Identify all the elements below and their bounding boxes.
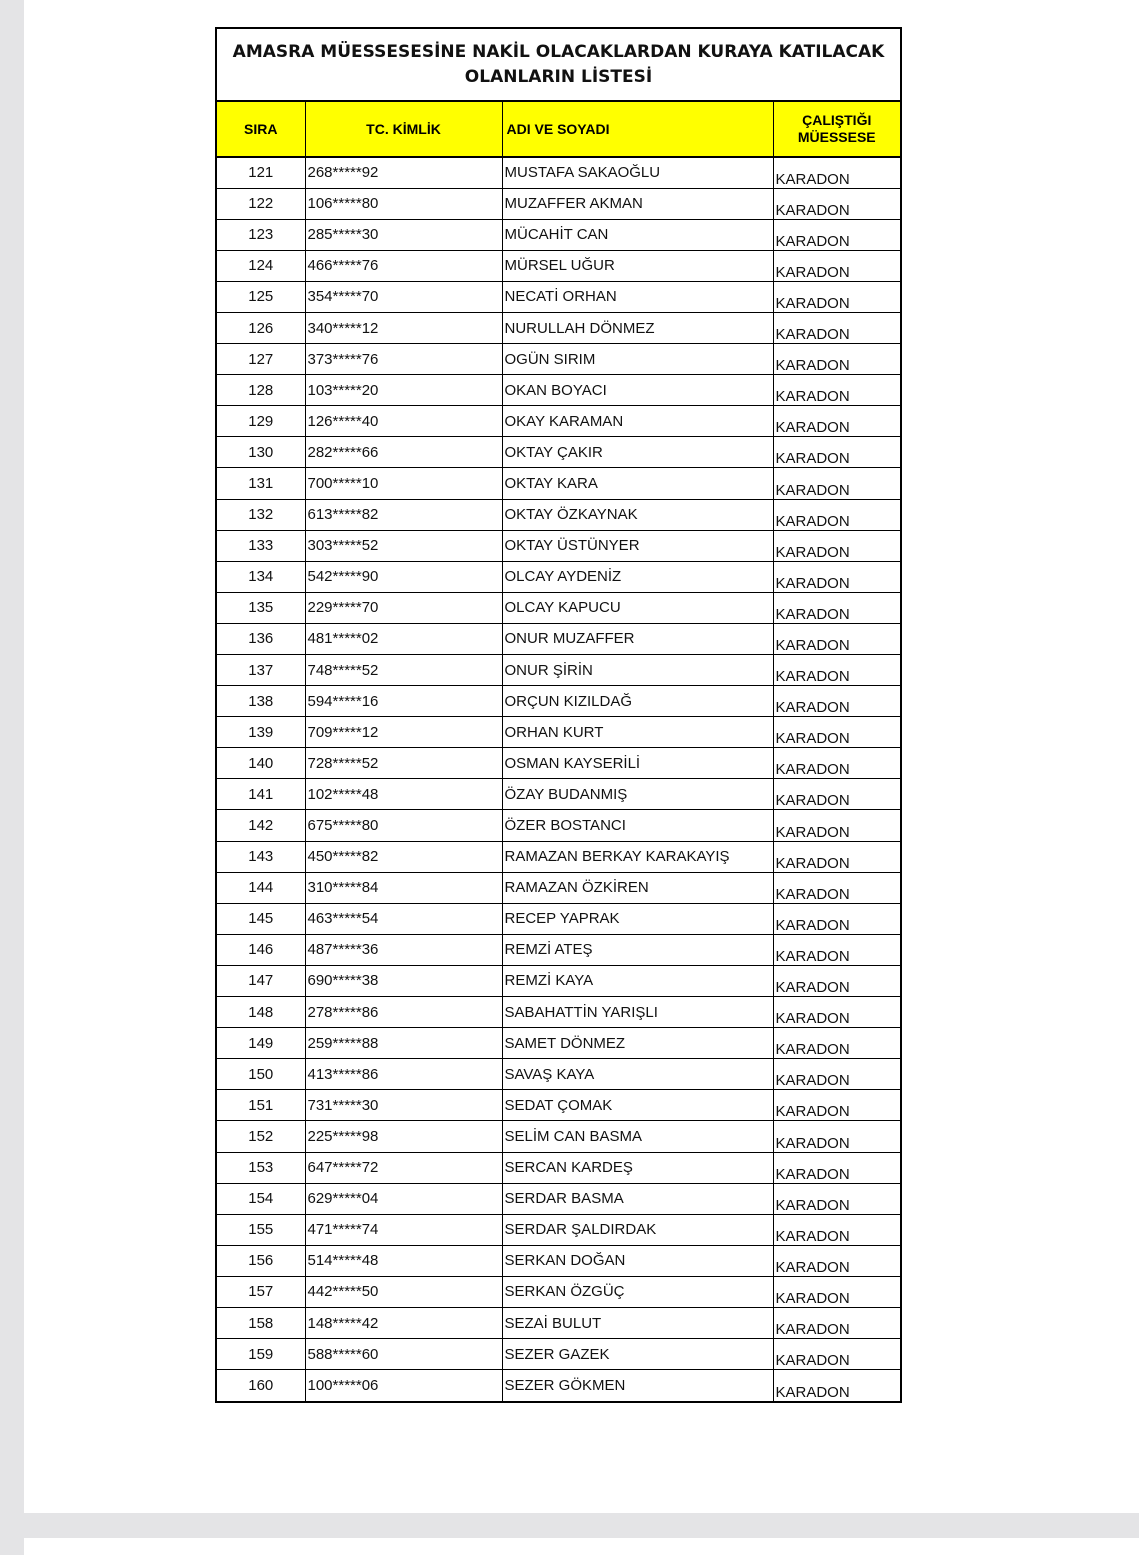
row-name: OKTAY ÇAKIR <box>502 437 773 468</box>
table-row <box>217 1339 900 1370</box>
table-row <box>217 810 900 841</box>
row-name: SELİM CAN BASMA <box>502 1121 773 1152</box>
row-muessese: KARADON <box>773 841 900 872</box>
table-row <box>217 655 900 686</box>
row-sira: 132 <box>217 499 305 530</box>
table-row <box>217 965 900 996</box>
row-muessese: KARADON <box>773 934 900 965</box>
row-name: SEZER GÖKMEN <box>502 1370 773 1401</box>
row-sira: 137 <box>217 655 305 686</box>
row-sira: 121 <box>217 157 305 188</box>
row-name: OKAY KARAMAN <box>502 406 773 437</box>
row-name: ONUR ŞİRİN <box>502 655 773 686</box>
row-tc: 148*****42 <box>305 1307 502 1338</box>
row-muessese: KARADON <box>773 810 900 841</box>
header-name: ADI VE SOYADI <box>502 102 773 157</box>
title-line-1: AMASRA MÜESSESESİNE NAKİL OLACAKLARDAN KURAYA KATILACAK <box>232 41 885 62</box>
row-muessese: KARADON <box>773 1307 900 1338</box>
row-sira: 136 <box>217 623 305 654</box>
table-row <box>217 344 900 375</box>
row-name: OGÜN SIRIM <box>502 344 773 375</box>
row-sira: 154 <box>217 1183 305 1214</box>
row-tc: 354*****70 <box>305 281 502 312</box>
row-name: SERKAN ÖZGÜÇ <box>502 1276 773 1307</box>
row-name: ÖZAY BUDANMIŞ <box>502 779 773 810</box>
row-name: SERDAR BASMA <box>502 1183 773 1214</box>
row-name: RAMAZAN ÖZKİREN <box>502 872 773 903</box>
row-muessese: KARADON <box>773 592 900 623</box>
table-row <box>217 219 900 250</box>
row-name: SERDAR ŞALDIRDAK <box>502 1214 773 1245</box>
row-name: ORÇUN KIZILDAĞ <box>502 686 773 717</box>
row-tc: 466*****76 <box>305 250 502 281</box>
row-sira: 140 <box>217 748 305 779</box>
row-sira: 122 <box>217 188 305 219</box>
table-row <box>217 686 900 717</box>
row-tc: 310*****84 <box>305 872 502 903</box>
row-muessese: KARADON <box>773 1059 900 1090</box>
row-muessese: KARADON <box>773 250 900 281</box>
row-tc: 225*****98 <box>305 1121 502 1152</box>
row-muessese: KARADON <box>773 1090 900 1121</box>
table-row <box>217 437 900 468</box>
row-tc: 340*****12 <box>305 312 502 343</box>
row-sira: 147 <box>217 965 305 996</box>
row-tc: 471*****74 <box>305 1214 502 1245</box>
row-tc: 229*****70 <box>305 592 502 623</box>
row-name: OSMAN KAYSERİLİ <box>502 748 773 779</box>
row-sira: 142 <box>217 810 305 841</box>
row-muessese: KARADON <box>773 1276 900 1307</box>
row-name: SEZAİ BULUT <box>502 1307 773 1338</box>
row-tc: 487*****36 <box>305 934 502 965</box>
table-row <box>217 623 900 654</box>
table-header-row <box>217 102 900 157</box>
row-sira: 155 <box>217 1214 305 1245</box>
table-row <box>217 250 900 281</box>
table-row <box>217 1028 900 1059</box>
row-tc: 481*****02 <box>305 623 502 654</box>
table-row <box>217 717 900 748</box>
row-sira: 145 <box>217 903 305 934</box>
row-tc: 690*****38 <box>305 965 502 996</box>
table-row <box>217 997 900 1028</box>
header-sira: SIRA <box>217 102 305 157</box>
row-muessese: KARADON <box>773 468 900 499</box>
row-muessese: KARADON <box>773 872 900 903</box>
candidate-table <box>217 102 900 1401</box>
table-row <box>217 1090 900 1121</box>
row-name: SAVAŞ KAYA <box>502 1059 773 1090</box>
row-muessese: KARADON <box>773 375 900 406</box>
row-sira: 126 <box>217 312 305 343</box>
row-sira: 152 <box>217 1121 305 1152</box>
table-row <box>217 1059 900 1090</box>
table-row <box>217 1370 900 1401</box>
row-muessese: KARADON <box>773 157 900 188</box>
row-muessese: KARADON <box>773 219 900 250</box>
table-row <box>217 406 900 437</box>
row-tc: 259*****88 <box>305 1028 502 1059</box>
row-muessese: KARADON <box>773 748 900 779</box>
row-tc: 514*****48 <box>305 1245 502 1276</box>
row-muessese: KARADON <box>773 965 900 996</box>
row-muessese: KARADON <box>773 1121 900 1152</box>
row-tc: 675*****80 <box>305 810 502 841</box>
document-title <box>217 29 900 102</box>
row-muessese: KARADON <box>773 1245 900 1276</box>
row-tc: 126*****40 <box>305 406 502 437</box>
row-name: NECATİ ORHAN <box>502 281 773 312</box>
row-sira: 131 <box>217 468 305 499</box>
row-tc: 728*****52 <box>305 748 502 779</box>
row-name: SERKAN DOĞAN <box>502 1245 773 1276</box>
row-name: OLCAY AYDENİZ <box>502 561 773 592</box>
table-row <box>217 1121 900 1152</box>
row-name: OKTAY ÜSTÜNYER <box>502 530 773 561</box>
table-row <box>217 281 900 312</box>
row-sira: 123 <box>217 219 305 250</box>
header-tc: TC. KİMLİK <box>305 102 502 157</box>
row-muessese: KARADON <box>773 686 900 717</box>
table-row <box>217 1276 900 1307</box>
row-sira: 125 <box>217 281 305 312</box>
next-page <box>24 1538 1139 1555</box>
row-muessese: KARADON <box>773 406 900 437</box>
table-row <box>217 468 900 499</box>
row-sira: 146 <box>217 934 305 965</box>
row-sira: 160 <box>217 1370 305 1401</box>
row-muessese: KARADON <box>773 499 900 530</box>
row-sira: 156 <box>217 1245 305 1276</box>
row-sira: 148 <box>217 997 305 1028</box>
row-tc: 102*****48 <box>305 779 502 810</box>
table-row <box>217 530 900 561</box>
row-tc: 542*****90 <box>305 561 502 592</box>
row-sira: 138 <box>217 686 305 717</box>
row-name: OKAN BOYACI <box>502 375 773 406</box>
row-sira: 153 <box>217 1152 305 1183</box>
row-muessese: KARADON <box>773 312 900 343</box>
row-muessese: KARADON <box>773 344 900 375</box>
row-name: MÜCAHİT CAN <box>502 219 773 250</box>
row-name: SEDAT ÇOMAK <box>502 1090 773 1121</box>
table-row <box>217 872 900 903</box>
row-name: ÖZER BOSTANCI <box>502 810 773 841</box>
row-tc: 700*****10 <box>305 468 502 499</box>
row-tc: 748*****52 <box>305 655 502 686</box>
row-name: OLCAY KAPUCU <box>502 592 773 623</box>
row-sira: 157 <box>217 1276 305 1307</box>
row-tc: 282*****66 <box>305 437 502 468</box>
document-page <box>24 0 1139 1513</box>
list-sheet <box>215 27 902 1403</box>
row-tc: 594*****16 <box>305 686 502 717</box>
row-sira: 130 <box>217 437 305 468</box>
row-sira: 129 <box>217 406 305 437</box>
title-line-2: OLANLARIN LİSTESİ <box>464 66 653 87</box>
row-tc: 268*****92 <box>305 157 502 188</box>
row-tc: 647*****72 <box>305 1152 502 1183</box>
table-row <box>217 312 900 343</box>
row-name: OKTAY KARA <box>502 468 773 499</box>
row-name: MÜRSEL UĞUR <box>502 250 773 281</box>
row-tc: 373*****76 <box>305 344 502 375</box>
row-muessese: KARADON <box>773 281 900 312</box>
row-muessese: KARADON <box>773 717 900 748</box>
row-muessese: KARADON <box>773 530 900 561</box>
row-sira: 133 <box>217 530 305 561</box>
row-sira: 124 <box>217 250 305 281</box>
row-name: NURULLAH DÖNMEZ <box>502 312 773 343</box>
row-name: ONUR MUZAFFER <box>502 623 773 654</box>
row-sira: 135 <box>217 592 305 623</box>
row-muessese: KARADON <box>773 623 900 654</box>
row-name: REMZİ ATEŞ <box>502 934 773 965</box>
row-name: MUZAFFER AKMAN <box>502 188 773 219</box>
header-muessese-line-1: ÇALIŞTIĞI <box>802 112 872 128</box>
table-body <box>217 157 900 1401</box>
row-muessese: KARADON <box>773 655 900 686</box>
row-tc: 629*****04 <box>305 1183 502 1214</box>
row-sira: 143 <box>217 841 305 872</box>
row-sira: 139 <box>217 717 305 748</box>
row-muessese: KARADON <box>773 1339 900 1370</box>
row-tc: 278*****86 <box>305 997 502 1028</box>
row-tc: 100*****06 <box>305 1370 502 1401</box>
row-sira: 141 <box>217 779 305 810</box>
row-name: SAMET DÖNMEZ <box>502 1028 773 1059</box>
row-sira: 158 <box>217 1307 305 1338</box>
row-tc: 709*****12 <box>305 717 502 748</box>
row-tc: 450*****82 <box>305 841 502 872</box>
table-row <box>217 1245 900 1276</box>
table-row <box>217 779 900 810</box>
row-name: SEZER GAZEK <box>502 1339 773 1370</box>
table-row <box>217 375 900 406</box>
row-sira: 134 <box>217 561 305 592</box>
header-muessese <box>773 102 900 157</box>
table-row <box>217 499 900 530</box>
row-sira: 149 <box>217 1028 305 1059</box>
row-tc: 613*****82 <box>305 499 502 530</box>
table-row <box>217 592 900 623</box>
row-muessese: KARADON <box>773 437 900 468</box>
row-name: REMZİ KAYA <box>502 965 773 996</box>
row-tc: 588*****60 <box>305 1339 502 1370</box>
row-sira: 159 <box>217 1339 305 1370</box>
table-row <box>217 934 900 965</box>
row-name: ORHAN KURT <box>502 717 773 748</box>
row-tc: 463*****54 <box>305 903 502 934</box>
row-sira: 128 <box>217 375 305 406</box>
table-row <box>217 1152 900 1183</box>
row-sira: 150 <box>217 1059 305 1090</box>
row-tc: 103*****20 <box>305 375 502 406</box>
table-row <box>217 903 900 934</box>
row-muessese: KARADON <box>773 1028 900 1059</box>
row-muessese: KARADON <box>773 903 900 934</box>
row-tc: 731*****30 <box>305 1090 502 1121</box>
header-muessese-line-2: MÜESSESE <box>797 129 876 145</box>
row-sira: 127 <box>217 344 305 375</box>
row-muessese: KARADON <box>773 779 900 810</box>
row-muessese: KARADON <box>773 188 900 219</box>
table-row <box>217 188 900 219</box>
row-muessese: KARADON <box>773 561 900 592</box>
table-row <box>217 748 900 779</box>
table-row <box>217 157 900 188</box>
row-name: MUSTAFA SAKAOĞLU <box>502 157 773 188</box>
row-sira: 151 <box>217 1090 305 1121</box>
row-name: RECEP YAPRAK <box>502 903 773 934</box>
table-row <box>217 841 900 872</box>
row-name: OKTAY ÖZKAYNAK <box>502 499 773 530</box>
row-name: SERCAN KARDEŞ <box>502 1152 773 1183</box>
table-row <box>217 1183 900 1214</box>
row-tc: 442*****50 <box>305 1276 502 1307</box>
row-tc: 413*****86 <box>305 1059 502 1090</box>
row-tc: 285*****30 <box>305 219 502 250</box>
row-tc: 303*****52 <box>305 530 502 561</box>
table-row <box>217 1214 900 1245</box>
row-tc: 106*****80 <box>305 188 502 219</box>
row-name: SABAHATTİN YARIŞLI <box>502 997 773 1028</box>
row-name: RAMAZAN BERKAY KARAKAYIŞ <box>502 841 773 872</box>
table-row <box>217 561 900 592</box>
row-sira: 144 <box>217 872 305 903</box>
row-muessese: KARADON <box>773 1214 900 1245</box>
row-muessese: KARADON <box>773 1152 900 1183</box>
table-row <box>217 1307 900 1338</box>
row-muessese: KARADON <box>773 997 900 1028</box>
row-muessese: KARADON <box>773 1183 900 1214</box>
row-muessese: KARADON <box>775 1383 850 1401</box>
